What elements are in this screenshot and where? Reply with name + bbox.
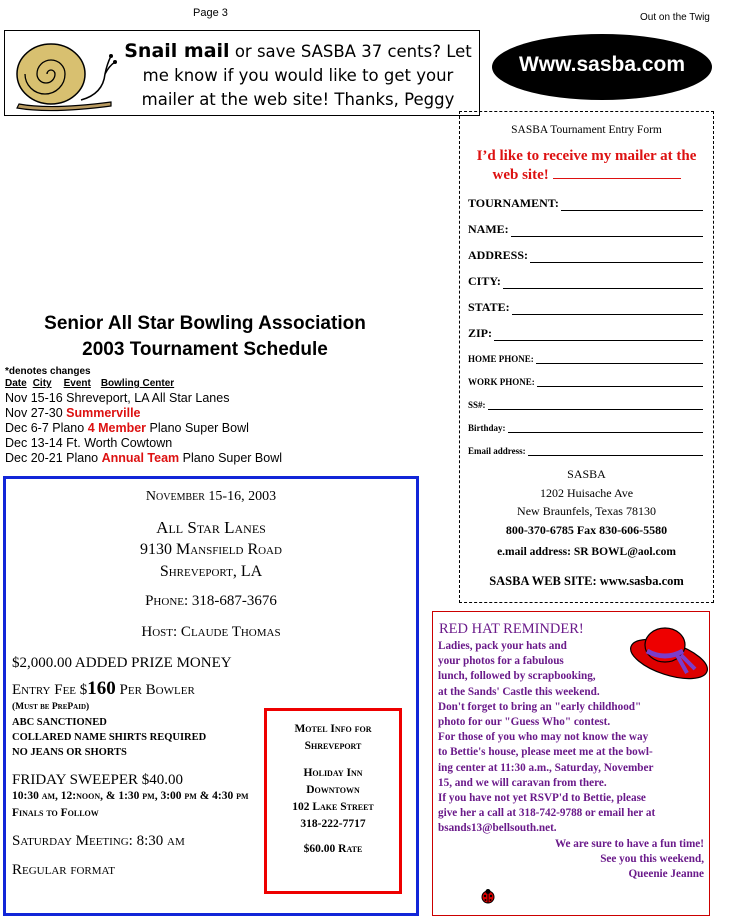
- col-event: Event: [63, 378, 91, 389]
- abc-sanctioned: ABC SANCTIONED: [12, 717, 107, 728]
- venue-phone: Phone: 318-687-3676: [145, 593, 277, 609]
- motel-rate: $60.00 Rate: [303, 843, 363, 855]
- field-ssn[interactable]: SS#:: [468, 399, 703, 410]
- snail-mail-box: [4, 30, 480, 116]
- mailer-opt-in-text: I’d like to receive my mailer at the web site!: [476, 148, 697, 183]
- sweeper-times: 10:30 am, 12:noon, & 1:30 pm, 3:00 pm & 4:30 pm: [12, 790, 249, 802]
- schedule-column-headers: [5, 378, 180, 389]
- shirts-required: COLLARED NAME SHIRTS REQUIRED: [12, 732, 207, 743]
- red-hat-message: Ladies, pack your hats and your photos for a fabulous lunch, followed by scrapbooking, at the Sands' Castle this weekend. Don't forget to bring an "early childhood" photo for our "Guess Who" contest. For those of you who may not know the way to Bettie's house, please meet me at the bowl- ing center at 11:30 a.m., Saturday, November 15, and we will caravan from there. If you have not yet RSVP'd to Bettie, please give her a call at 318-742-9788 or email her at bsands13@bellsouth.net. We are sure to have a fun time! See you this weekend, Queenie Jeanne: [438, 640, 704, 881]
- red-hat-reminder-box: [432, 611, 710, 916]
- sasba-email: e.mail address: SR BOWL@aol.com: [497, 546, 676, 558]
- schedule-title-line1: Senior All Star Bowling Association: [44, 313, 366, 334]
- schedule-rows: [5, 391, 282, 466]
- col-bowling-center: Bowling Center: [100, 378, 175, 389]
- motel-name-line1: Holiday Inn: [303, 767, 363, 779]
- mailer-opt-in-line[interactable]: [553, 166, 681, 179]
- tournament-date: November 15-16, 2003: [145, 489, 277, 504]
- saturday-meeting: Saturday Meeting: 8:30 am: [12, 833, 185, 849]
- finals-note: Finals to Follow: [12, 807, 99, 819]
- entry-form: [459, 111, 714, 603]
- venue-city: Shreveport, LA: [159, 563, 263, 580]
- motel-info-box: [264, 708, 402, 894]
- schedule-row: Nov 15-16 Shreveport, LA All Star Lanes: [5, 391, 230, 405]
- motel-name-line2: Downtown: [306, 784, 360, 796]
- sasba-phones: 800-370-6785 Fax 830-606-5580: [505, 522, 668, 537]
- red-hat-title: RED HAT REMINDER!: [439, 621, 584, 637]
- schedule-row: Dec 13-14 Ft. Worth Cowtown: [5, 436, 173, 450]
- regular-format: Regular format: [12, 862, 115, 878]
- venue-name: All Star Lanes: [156, 518, 266, 537]
- tournament-host: Host: Claude Thomas: [141, 624, 281, 640]
- motel-phone: 318-222-7717: [300, 818, 366, 830]
- mailer-opt-in: [466, 147, 707, 185]
- field-state[interactable]: STATE:: [468, 300, 703, 315]
- snail-mail-message: or save SASBA 37 cents? Let me know if you would like to get your mailer at the web site! Thanks, Peggy: [141, 42, 472, 109]
- motel-title-line1: Motel Info for: [294, 723, 372, 735]
- field-work-phone[interactable]: WORK PHONE:: [468, 376, 703, 387]
- tournament-info: [12, 651, 272, 879]
- schedule-row: Dec 20-21 Plano Annual Team Plano Super Bowl: [5, 451, 282, 465]
- field-email[interactable]: Email address:: [468, 445, 703, 456]
- entry-form-title: SASBA Tournament Entry Form: [511, 124, 662, 136]
- entry-fee: Entry Fee $160 Per Bowler: [12, 678, 195, 699]
- field-name[interactable]: NAME:: [468, 222, 703, 237]
- field-zip[interactable]: ZIP:: [468, 326, 703, 341]
- motel-street: 102 Lake Street: [292, 801, 374, 813]
- prepaid-note: (Must be PrePaid): [12, 702, 90, 712]
- schedule-row: Nov 27-30 Summerville: [5, 406, 141, 420]
- running-head: Out on the Twig: [640, 12, 710, 23]
- website-url: Www.sasba.com: [518, 53, 686, 76]
- field-home-phone[interactable]: HOME PHONE:: [468, 353, 703, 364]
- col-city: City: [32, 378, 52, 389]
- ladybug-icon: [480, 888, 496, 904]
- changes-note: *denotes changes: [5, 366, 91, 377]
- snail-mail-text: [123, 39, 473, 112]
- sasba-org: SASBA: [567, 467, 606, 481]
- no-jeans: NO JEANS OR SHORTS: [12, 747, 127, 758]
- venue-road: 9130 Mansfield Road: [140, 541, 282, 558]
- field-address[interactable]: ADDRESS:: [468, 248, 703, 263]
- col-date: Date: [5, 378, 27, 389]
- sasba-address: [460, 465, 713, 539]
- page-number: Page 3: [193, 7, 228, 19]
- sasba-city: New Braunfels, Texas 78130: [517, 504, 656, 518]
- field-birthday[interactable]: Birthday:: [468, 422, 703, 433]
- schedule-row: Dec 6-7 Plano 4 Member Plano Super Bowl: [5, 421, 249, 435]
- website-oval: [492, 34, 712, 100]
- snail-mail-lead: Snail mail: [124, 40, 230, 62]
- snail-icon: [11, 34, 119, 114]
- prize-money: $2,000.00 ADDED PRIZE MONEY: [12, 655, 232, 671]
- motel-title-line2: Shreveport: [304, 740, 362, 752]
- schedule-title-line2: 2003 Tournament Schedule: [82, 339, 328, 360]
- tournament-venue: [6, 517, 416, 583]
- field-tournament[interactable]: TOURNAMENT:: [468, 196, 703, 211]
- schedule-title: [0, 311, 410, 363]
- sasba-street: 1202 Huisache Ave: [539, 485, 634, 500]
- friday-sweeper: FRIDAY SWEEPER $40.00: [12, 772, 183, 788]
- field-city[interactable]: CITY:: [468, 274, 703, 289]
- sasba-website: SASBA WEB SITE: www.sasba.com: [489, 574, 684, 588]
